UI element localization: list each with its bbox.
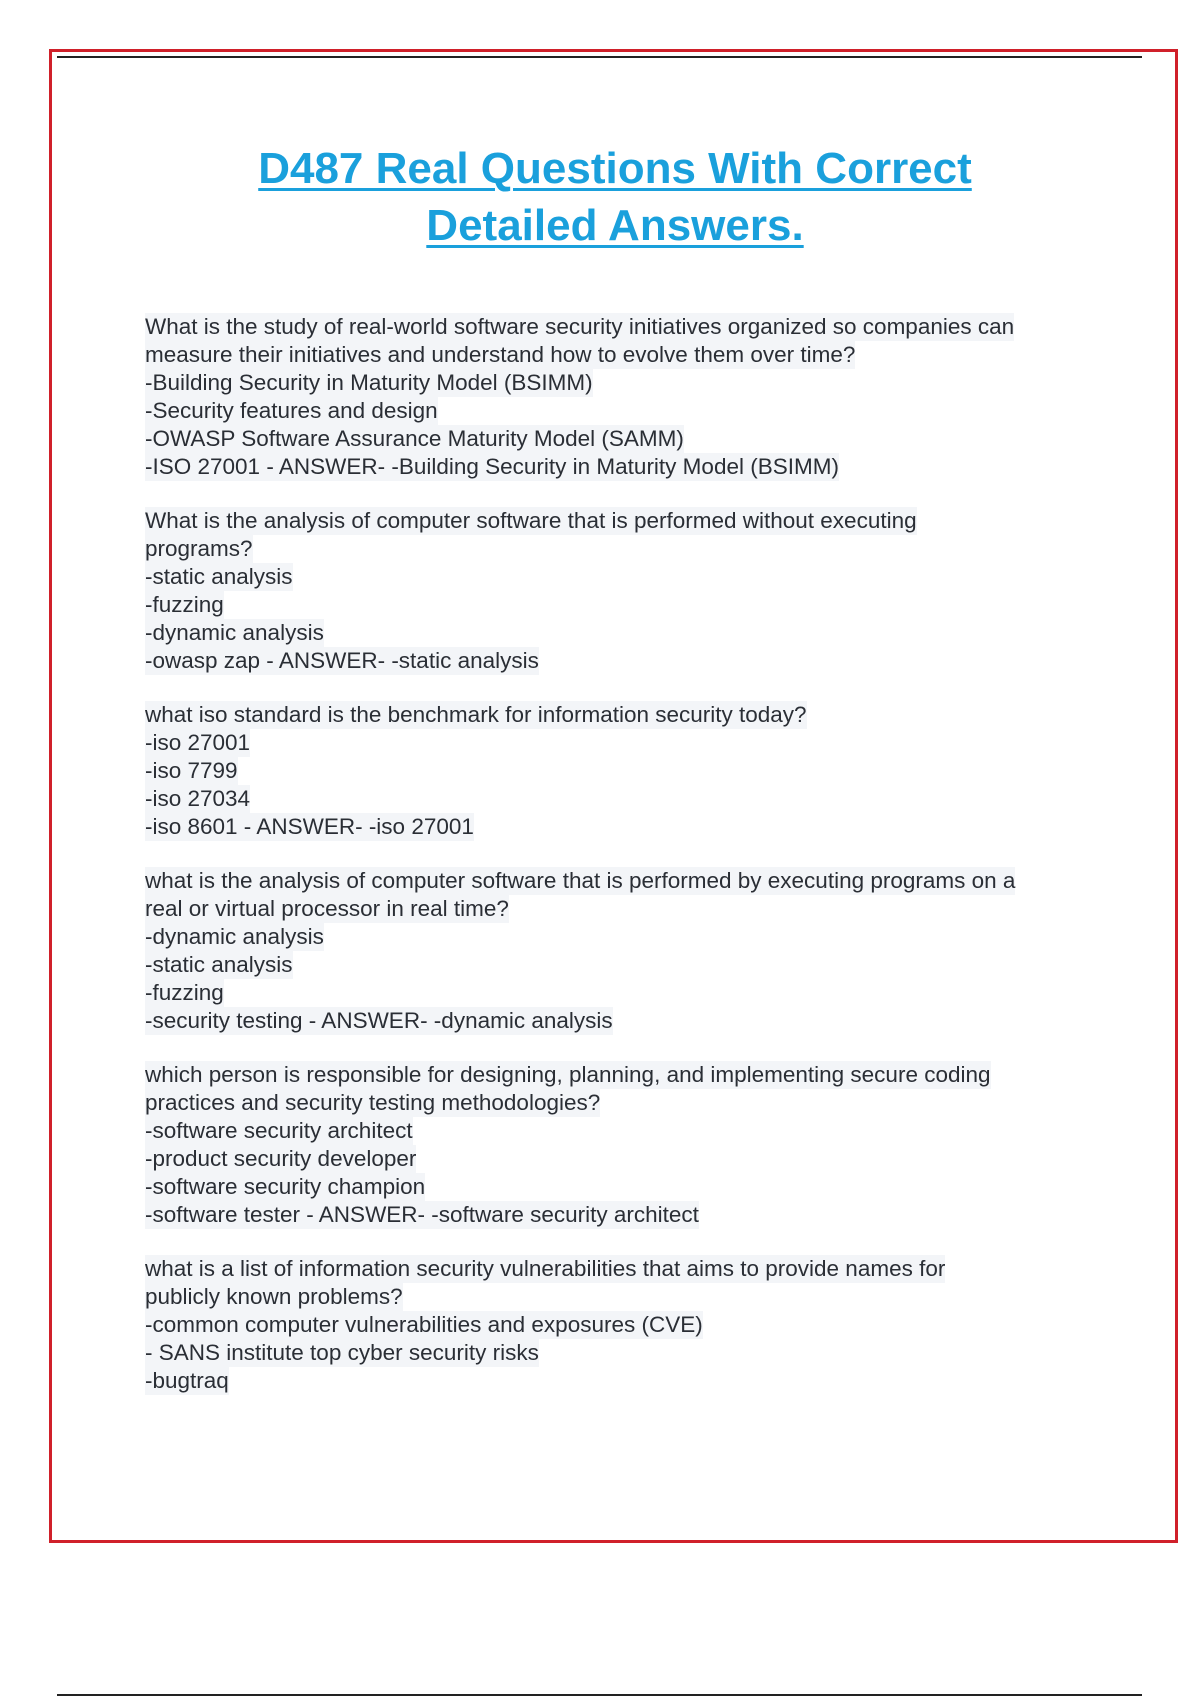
- question-line: measure their initiatives and understand how to evolve them over time?: [145, 342, 856, 367]
- question-line: -Building Security in Maturity Model (BSIMM): [145, 370, 593, 395]
- question-line: -product security developer: [145, 1146, 417, 1171]
- question-line: real or virtual processor in real time?: [145, 896, 509, 921]
- question-line: publicly known problems?: [145, 1284, 403, 1309]
- question-text: which person is responsible for designing, planning, and implementing secure coding: [145, 1062, 991, 1087]
- question-line: -owasp zap - ANSWER- -static analysis: [145, 648, 539, 673]
- question-line: -fuzzing: [145, 592, 224, 617]
- question-line: -iso 27034: [145, 786, 251, 811]
- question-line: -software security architect: [145, 1118, 413, 1143]
- question-line: -iso 27001: [145, 730, 251, 755]
- question-text: What is the analysis of computer software that is performed without executing: [145, 508, 917, 533]
- question-block: [145, 867, 1105, 1035]
- bottom-rule: [57, 1694, 1142, 1696]
- title-line-2: Detailed Answers.: [426, 201, 804, 250]
- qa-list: [145, 313, 1105, 1421]
- question-text: what is the analysis of computer software that is performed by executing programs on a: [145, 868, 1016, 893]
- question-line: -Security features and design: [145, 398, 438, 423]
- question-line: -security testing - ANSWER- -dynamic analysis: [145, 1008, 613, 1033]
- question-line: -software tester - ANSWER- -software security architect: [145, 1202, 699, 1227]
- question-line: -OWASP Software Assurance Maturity Model (SAMM): [145, 426, 684, 451]
- question-block: [145, 313, 1105, 481]
- question-line: -dynamic analysis: [145, 620, 324, 645]
- question-line: -dynamic analysis: [145, 924, 324, 949]
- question-line: -iso 8601 - ANSWER- -iso 27001: [145, 814, 474, 839]
- question-block: [145, 1255, 1105, 1395]
- question-line: -ISO 27001 - ANSWER- -Building Security in Maturity Model (BSIMM): [145, 454, 839, 479]
- question-text: What is the study of real-world software security initiatives organized so companies can: [145, 314, 1015, 339]
- question-block: [145, 1061, 1105, 1229]
- question-line: practices and security testing methodologies?: [145, 1090, 601, 1115]
- question-line: - SANS institute top cyber security risks: [145, 1340, 539, 1365]
- question-text: what is a list of information security vulnerabilities that aims to provide names for: [145, 1256, 946, 1281]
- question-line: -static analysis: [145, 952, 293, 977]
- question-line: -common computer vulnerabilities and exposures (CVE): [145, 1312, 703, 1337]
- question-line: -bugtraq: [145, 1368, 229, 1393]
- question-block: [145, 701, 1105, 841]
- question-line: programs?: [145, 536, 253, 561]
- question-block: [145, 507, 1105, 675]
- question-text: what iso standard is the benchmark for information security today?: [145, 702, 807, 727]
- question-line: -software security champion: [145, 1174, 426, 1199]
- title-line-1: D487 Real Questions With Correct: [258, 144, 972, 193]
- question-line: -static analysis: [145, 564, 293, 589]
- top-rule: [57, 56, 1142, 58]
- question-line: -iso 7799: [145, 758, 238, 783]
- question-line: -fuzzing: [145, 980, 224, 1005]
- document-title: [100, 140, 1130, 254]
